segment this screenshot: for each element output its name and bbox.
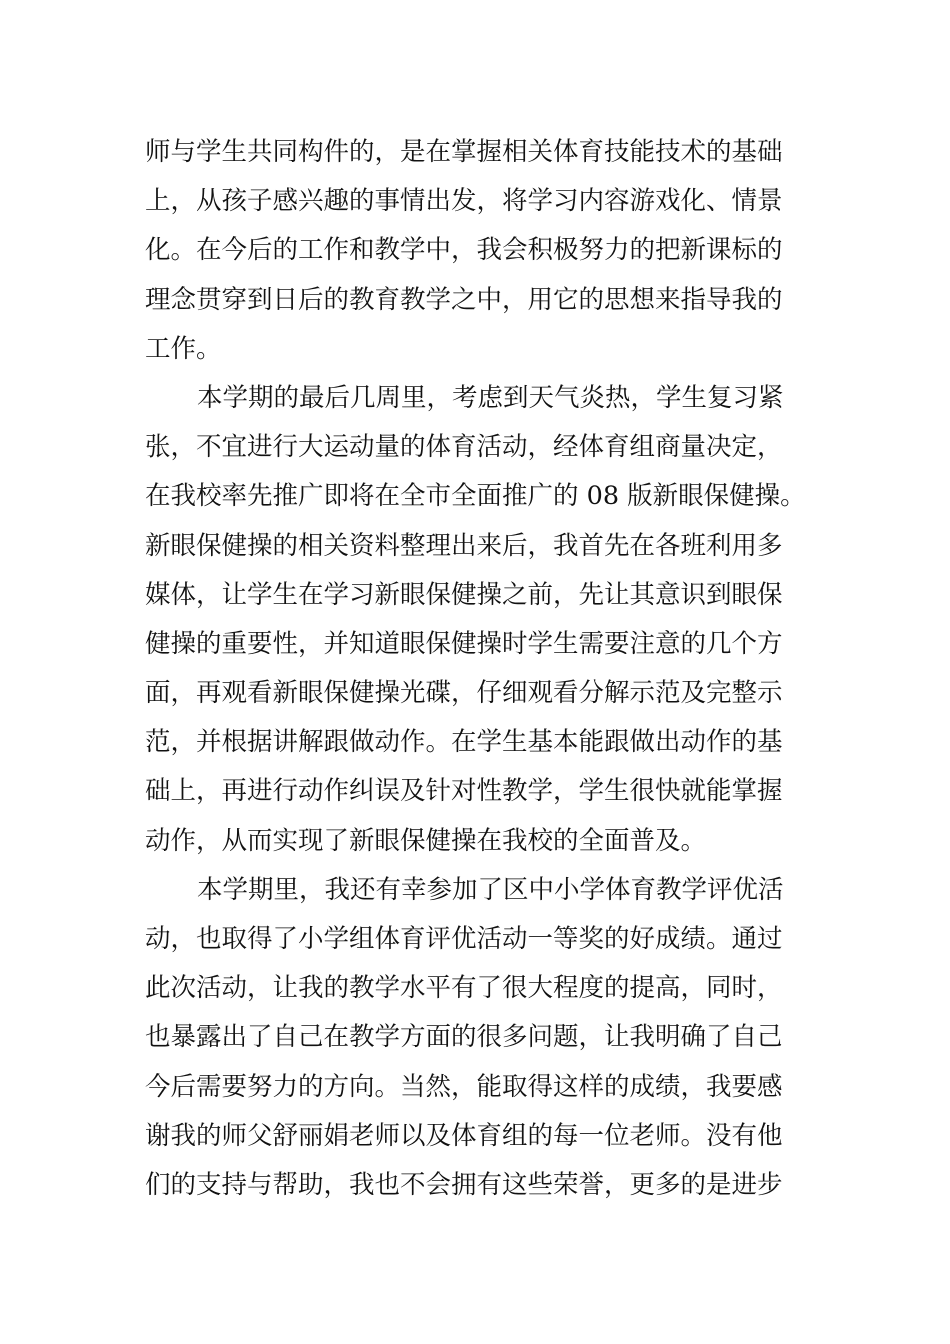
text-line: 面，再观看新眼保健操光碟，仔细观看分解示范及完整示 [145, 678, 783, 709]
text-line: 健操的重要性，并知道眼保健操时学生需要注意的几个方 [145, 628, 783, 659]
text-line: 今后需要努力的方向。当然，能取得这样的成绩，我要感 [145, 1071, 783, 1102]
text-line: 此次活动，让我的教学水平有了很大程度的提高，同时， [145, 973, 783, 1004]
text-line: 师与学生共同构件的，是在掌握相关体育技能技术的基础 [145, 137, 783, 167]
text-line: 化。在今后的工作和教学中，我会积极努力的把新课标的 [145, 235, 783, 266]
text-line: 张，不宜进行大运动量的体育活动，经体育组商量决定， [145, 432, 783, 463]
text-line: 们的支持与帮助，我也不会拥有这些荣誉，更多的是进步 [145, 1169, 783, 1200]
text-line: 范，并根据讲解跟做动作。在学生基本能跟做出动作的基 [145, 727, 783, 758]
text-line: 在我校率先推广即将在全市全面推广的 08 版新眼保健操。 [145, 481, 806, 512]
body-text [145, 128, 815, 1210]
text-line: 上，从孩子感兴趣的事情出发，将学习内容游戏化、情景 [145, 186, 783, 217]
text-line: 础上，再进行动作纠误及针对性教学，学生很快就能掌握 [145, 776, 783, 807]
text-line: 理念贯穿到日后的教育教学之中，用它的思想来指导我的 [145, 284, 783, 315]
text-line: 新眼保健操的相关资料整理出来后，我首先在各班利用多 [145, 530, 783, 561]
text-line: 动作，从而实现了新眼保健操在我校的全面普及。 [145, 825, 707, 856]
text-line: 媒体，让学生在学习新眼保健操之前，先让其意识到眼保 [145, 579, 783, 610]
text-line: 本学期里，我还有幸参加了区中小学体育教学评优活 [197, 874, 784, 905]
text-line: 谢我的师父舒丽娟老师以及体育组的每一位老师。没有他 [145, 1120, 783, 1151]
text-line: 工作。 [145, 333, 222, 364]
text-line: 动，也取得了小学组体育评优活动一等奖的好成绩。通过 [145, 924, 783, 954]
text-line: 也暴露出了自己在教学方面的很多问题，让我明确了自己 [145, 1022, 783, 1053]
text-line: 本学期的最后几周里，考虑到天气炎热，学生复习紧 [197, 382, 784, 413]
